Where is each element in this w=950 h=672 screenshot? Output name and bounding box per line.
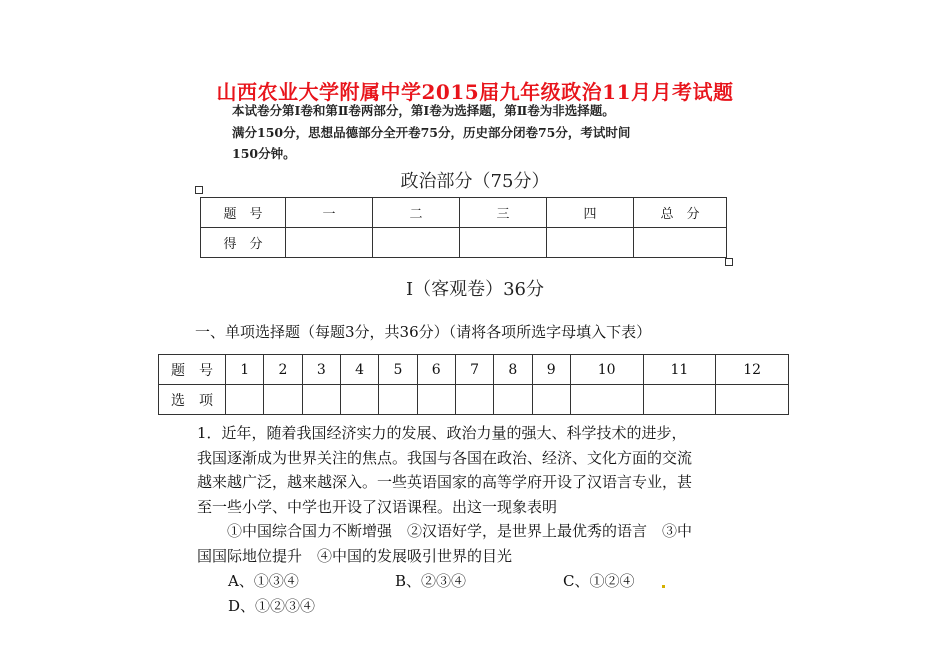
question1-line: 我国逐渐成为世界关注的焦点。我国与各国在政治、经济、文化方面的交流	[197, 448, 693, 467]
question1-option-b: B、②③④	[395, 572, 467, 590]
table-resize-handle-top[interactable]	[195, 186, 203, 194]
instruction-line-2: 满分150分，思想品德部分全开卷75分，历史部分闭卷75分，考试时间	[232, 125, 631, 140]
question-number-cell: 8	[494, 355, 532, 385]
score-table-row-label: 得 分	[201, 228, 286, 258]
question-number-cell: 7	[455, 355, 493, 385]
answer-cell	[494, 385, 532, 415]
score-cell	[286, 228, 373, 258]
question-number-cell: 5	[379, 355, 417, 385]
answer-table-option-row	[159, 385, 789, 415]
answer-table-header-label: 题 号	[159, 355, 226, 385]
score-cell	[547, 228, 634, 258]
question-number-cell: 11	[643, 355, 716, 385]
score-table	[200, 197, 727, 258]
score-table-score-row	[201, 228, 727, 258]
answer-cell	[264, 385, 302, 415]
score-cell	[460, 228, 547, 258]
question-number-cell: 9	[532, 355, 570, 385]
question1-line: 国国际地位提升 ④中国的发展吸引世界的目光	[197, 546, 513, 565]
question-number-cell: 10	[570, 355, 643, 385]
answer-cell	[570, 385, 643, 415]
answer-cell	[302, 385, 340, 415]
answer-cell	[455, 385, 493, 415]
answer-table	[158, 354, 789, 415]
question-number-cell: 4	[340, 355, 378, 385]
score-table-header-cell: 四	[547, 198, 634, 228]
score-table-header-row	[201, 198, 727, 228]
question-number-cell: 1	[226, 355, 264, 385]
instruction-line-3: 150分钟。	[232, 146, 296, 161]
question1-option-c: C、①②④	[563, 572, 635, 590]
page-title: 山西农业大学附属中学2015届九年级政治11月月考试题	[216, 80, 734, 104]
table-resize-handle-bottom[interactable]	[725, 258, 733, 266]
question-number-cell: 2	[264, 355, 302, 385]
objective-heading: Ⅰ（客观卷）36分	[405, 279, 544, 300]
question1-line: 越来越广泛，越来越深入。一些英语国家的高等学府开设了汉语言专业，甚	[197, 473, 693, 491]
question1-line: 至一些小学、中学也开设了汉语课程。出这一现象表明	[197, 497, 558, 516]
answer-cell	[716, 385, 789, 415]
score-table-header-cell: 一	[286, 198, 373, 228]
question1-option-a: A、①③④	[228, 572, 299, 590]
score-cell	[634, 228, 727, 258]
answer-table-row-label: 选 项	[159, 385, 226, 415]
question1-line: ①中国综合国力不断增强 ②汉语好学，是世界上最优秀的语言 ③中	[197, 522, 693, 540]
question-number-cell: 12	[716, 355, 789, 385]
answer-cell	[379, 385, 417, 415]
question1-line: 1．近年，随着我国经济实力的发展、政治力量的强大、科学技术的进步，	[197, 424, 687, 442]
answer-cell	[643, 385, 716, 415]
score-table-header-cell: 二	[373, 198, 460, 228]
answer-cell	[226, 385, 264, 415]
question1-option-d: D、①②③④	[228, 597, 316, 615]
stray-mark	[662, 585, 665, 588]
answer-cell	[532, 385, 570, 415]
answer-cell	[340, 385, 378, 415]
section1-heading: 一、单项选择题（每题3分，共36分）（请将各项所选字母填入下表）	[195, 323, 652, 341]
score-table-header-cell: 题 号	[201, 198, 286, 228]
question-number-cell: 3	[302, 355, 340, 385]
score-cell	[373, 228, 460, 258]
instruction-line-1: 本试卷分第Ⅰ卷和第Ⅱ卷两部分，第Ⅰ卷为选择题，第Ⅱ卷为非选择题。	[232, 103, 615, 118]
politics-heading: 政治部分（75分）	[400, 171, 550, 192]
answer-table-number-row	[159, 355, 789, 385]
answer-cell	[417, 385, 455, 415]
question1-stem	[197, 421, 757, 568]
score-table-header-cell: 总 分	[634, 198, 727, 228]
score-table-header-cell: 三	[460, 198, 547, 228]
question-number-cell: 6	[417, 355, 455, 385]
